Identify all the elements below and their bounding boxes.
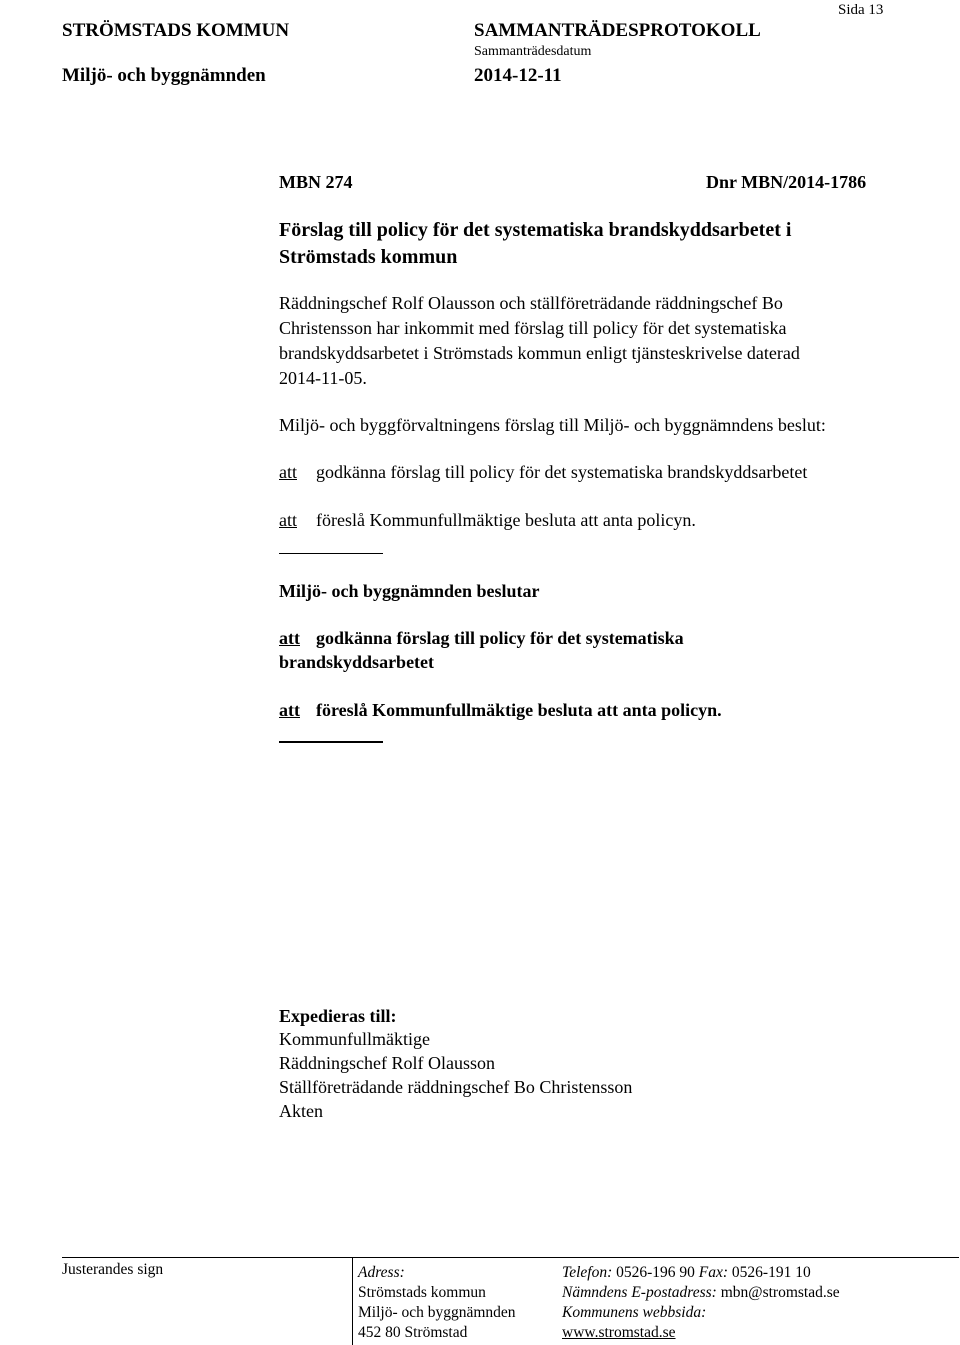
address-line: 452 80 Strömstad bbox=[358, 1324, 468, 1341]
footer-divider bbox=[352, 1257, 353, 1345]
item-title-line-1: Förslag till policy för det systematiska brandskyddsarbetet i bbox=[279, 219, 792, 241]
decision-heading: Miljö- och byggnämnden beslutar bbox=[279, 581, 540, 601]
address-line: Strömstads kommun bbox=[358, 1284, 486, 1301]
recipient: Kommunfullmäktige bbox=[279, 1029, 430, 1049]
decision-item-1-line-1: godkänna förslag till policy för det systematiska bbox=[316, 628, 684, 648]
website-label: Kommunens webbsida: bbox=[562, 1304, 707, 1321]
decision-att-1: att bbox=[279, 628, 300, 648]
page-number: Sida 13 bbox=[838, 2, 884, 18]
paragraph-number: MBN 274 bbox=[279, 172, 353, 192]
website-link[interactable]: www.stromstad.se bbox=[562, 1324, 676, 1341]
email-line bbox=[562, 1284, 840, 1302]
recipient: Akten bbox=[279, 1101, 323, 1121]
meeting-date-label: Sammanträdesdatum bbox=[474, 44, 592, 59]
intro-line-1: Räddningschef Rolf Olausson och ställföreträdande räddningschef Bo bbox=[279, 293, 783, 313]
footer-top-rule bbox=[62, 1257, 959, 1258]
municipality-name: STRÖMSTADS KOMMUN bbox=[62, 20, 290, 41]
phone-number: 0526-196 90 bbox=[616, 1264, 695, 1281]
proposal-item-2: föreslå Kommunfullmäktige besluta att anta policyn. bbox=[316, 510, 696, 530]
separator-line bbox=[279, 741, 383, 743]
email-address[interactable]: mbn@stromstad.se bbox=[720, 1284, 840, 1301]
address-line: Miljö- och byggnämnden bbox=[358, 1304, 516, 1321]
decision-item-1-line-2: brandskyddsarbetet bbox=[279, 652, 435, 672]
address-label: Adress: bbox=[358, 1264, 405, 1281]
phone-fax-line bbox=[562, 1264, 811, 1282]
recipient: Räddningschef Rolf Olausson bbox=[279, 1053, 495, 1073]
proposal-heading: Miljö- och byggförvaltningens förslag till Miljö- och byggnämndens beslut: bbox=[279, 415, 826, 435]
proposal-item-1: godkänna förslag till policy för det systematiska brandskyddsarbetet bbox=[316, 462, 808, 482]
recipient: Ställföreträdande räddningschef Bo Christensson bbox=[279, 1077, 633, 1097]
intro-line-2: Christensson har inkommit med förslag till policy för det systematiska bbox=[279, 318, 787, 338]
decision-att-2: att bbox=[279, 700, 300, 720]
fax-label: Fax: bbox=[698, 1264, 729, 1281]
meeting-date: 2014-12-11 bbox=[474, 65, 562, 86]
case-number: Dnr MBN/2014-1786 bbox=[706, 172, 867, 192]
phone-label: Telefon: bbox=[562, 1264, 613, 1281]
fax-number: 0526-191 10 bbox=[731, 1264, 811, 1281]
proposal-att-2: att bbox=[279, 510, 297, 530]
email-label: Nämndens E-postadress: bbox=[562, 1284, 717, 1301]
item-title-line-2: Strömstads kommun bbox=[279, 246, 458, 268]
proposal-att-1: att bbox=[279, 462, 297, 482]
document-type: SAMMANTRÄDESPROTOKOLL bbox=[474, 20, 761, 41]
signature-label: Justerandes sign bbox=[62, 1261, 164, 1278]
board-name: Miljö- och byggnämnden bbox=[62, 65, 266, 86]
intro-line-3: brandskyddsarbetet i Strömstads kommun enligt tjänsteskrivelse daterad bbox=[279, 343, 800, 363]
decision-item-2: föreslå Kommunfullmäktige besluta att anta policyn. bbox=[316, 700, 722, 720]
intro-line-4: 2014-11-05. bbox=[279, 368, 367, 388]
distribution-heading: Expedieras till: bbox=[279, 1006, 397, 1026]
separator-line bbox=[279, 553, 383, 554]
